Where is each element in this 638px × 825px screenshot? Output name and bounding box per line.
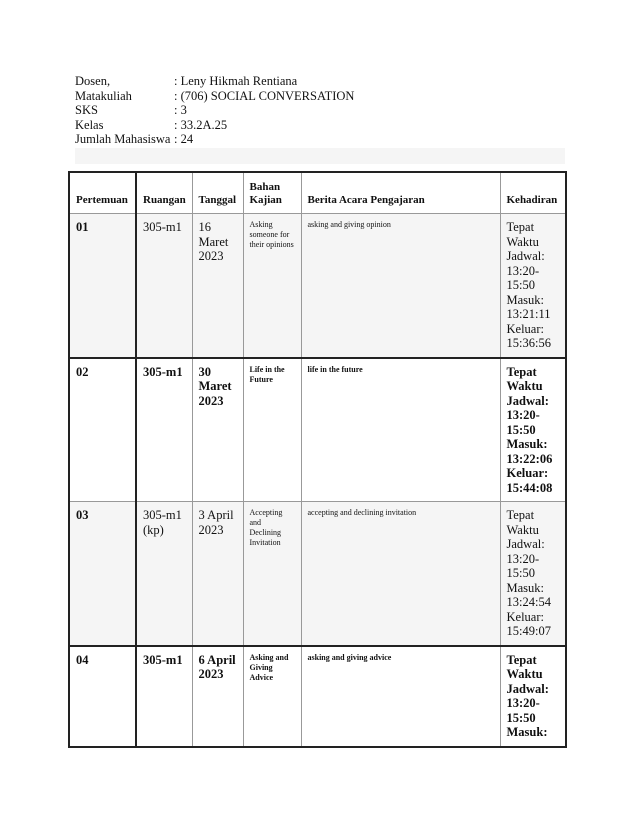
- cell-bahan-kajian: Life in the Future: [243, 358, 301, 502]
- info-value: : 24: [174, 132, 194, 146]
- info-label: Jumlah Mahasiswa: [75, 132, 171, 146]
- info-label: Matakuliah: [75, 88, 132, 103]
- course-info: [75, 74, 354, 147]
- header-pertemuan: Pertemuan: [69, 172, 136, 214]
- cell-tanggal: 3 April 2023: [192, 502, 243, 646]
- cell-berita-acara: asking and giving advice: [301, 646, 500, 747]
- cell-tanggal: 16 Maret 2023: [192, 214, 243, 358]
- table-row: [69, 214, 566, 358]
- info-row-kelas: [75, 118, 354, 133]
- cell-kehadiran: Tepat Waktu Jadwal: 13:20-15:50 Masuk: 13:24:54 Keluar: 15:49:07: [500, 502, 566, 646]
- header-kehadiran: Kehadiran: [500, 172, 566, 214]
- cell-pertemuan: 03: [69, 502, 136, 646]
- cell-kehadiran: Tepat Waktu Jadwal: 13:20-15:50 Masuk: 13:21:11 Keluar: 15:36:56: [500, 214, 566, 358]
- cell-tanggal: 6 April 2023: [192, 646, 243, 747]
- table-row: [69, 646, 566, 747]
- info-value: : Leny Hikmah Rentiana: [174, 74, 298, 88]
- header-ruangan: Ruangan: [136, 172, 192, 214]
- cell-pertemuan: 04: [69, 646, 136, 747]
- cell-kehadiran: Tepat Waktu Jadwal: 13:20-15:50 Masuk:: [500, 646, 566, 747]
- header-tanggal: Tanggal: [192, 172, 243, 214]
- info-row-sks: [75, 103, 354, 118]
- cell-tanggal: 30 Maret 2023: [192, 358, 243, 502]
- info-row-matakuliah: [75, 89, 354, 104]
- table-row: [69, 502, 566, 646]
- cell-bahan-kajian: Accepting and Declining Invitation: [243, 502, 301, 646]
- info-row-dosen: [75, 74, 354, 89]
- cell-bahan-kajian: Asking someone for their opinions: [243, 214, 301, 358]
- cell-berita-acara: asking and giving opinion: [301, 214, 500, 358]
- header-bahan-kajian: Bahan Kajian: [243, 172, 301, 214]
- cell-ruangan: 305-m1 (kp): [136, 502, 192, 646]
- table-header-row: [69, 172, 566, 214]
- cell-pertemuan: 02: [69, 358, 136, 502]
- cell-berita-acara: accepting and declining invitation: [301, 502, 500, 646]
- separator-band: [75, 148, 565, 164]
- info-value: : 3: [174, 103, 187, 117]
- cell-bahan-kajian: Asking and Giving Advice: [243, 646, 301, 747]
- info-label: Kelas: [75, 117, 104, 132]
- info-value: : (706) SOCIAL CONVERSATION: [174, 88, 355, 103]
- cell-berita-acara: life in the future: [301, 358, 500, 502]
- header-berita-acara: Berita Acara Pengajaran: [301, 172, 500, 214]
- cell-ruangan: 305-m1: [136, 358, 192, 502]
- cell-ruangan: 305-m1: [136, 214, 192, 358]
- info-label: Dosen,: [75, 74, 111, 88]
- table-row: [69, 358, 566, 502]
- info-row-jumlah: [75, 132, 354, 147]
- info-label: SKS: [75, 103, 98, 117]
- attendance-table: [68, 171, 567, 748]
- info-value: : 33.2A.25: [174, 117, 228, 132]
- cell-pertemuan: 01: [69, 214, 136, 358]
- cell-ruangan: 305-m1: [136, 646, 192, 747]
- cell-kehadiran: Tepat Waktu Jadwal: 13:20-15:50 Masuk: 13:22:06 Keluar: 15:44:08: [500, 358, 566, 502]
